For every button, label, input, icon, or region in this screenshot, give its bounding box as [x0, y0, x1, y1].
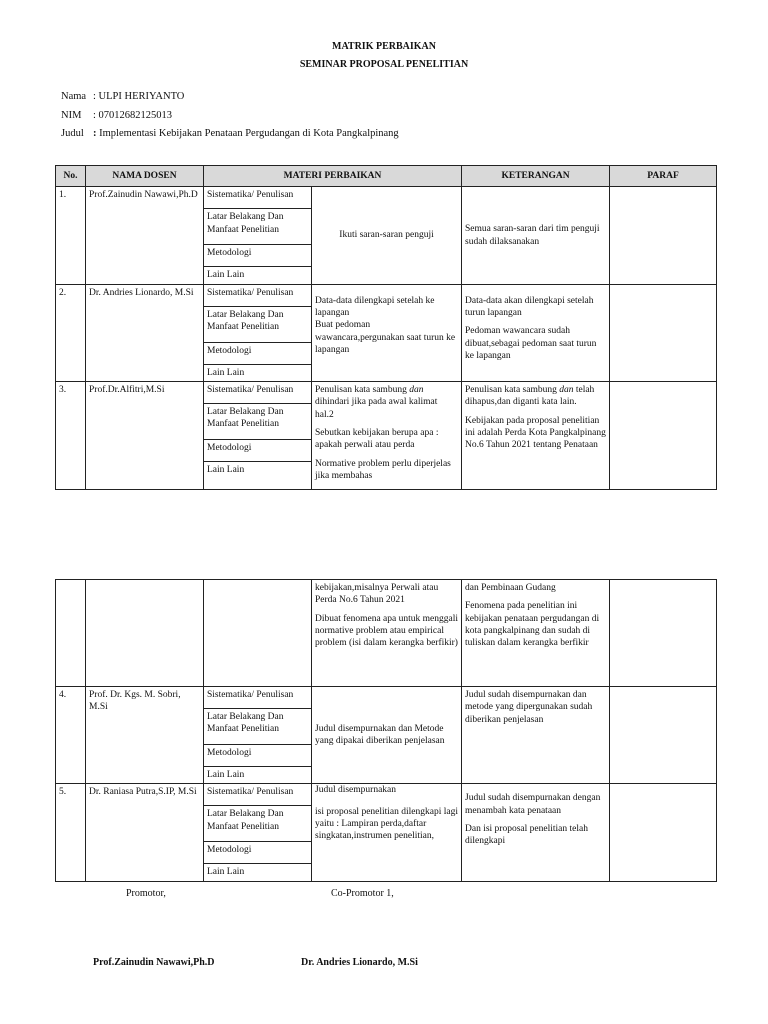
- materi-italic-word: dan: [409, 385, 424, 396]
- header-paraf: PARAF: [610, 166, 717, 187]
- category-list: [204, 784, 312, 881]
- row-no: 2.: [56, 284, 86, 381]
- header-materi: MATERI PERBAIKAN: [204, 166, 462, 187]
- row-no: 3.: [56, 382, 86, 490]
- category-list: [204, 580, 312, 687]
- keterangan-text: Judul sudah disempurnakan dengan menambah kata penataan: [465, 793, 601, 816]
- copromotor-name: Dr. Andries Lionardo, M.Si: [301, 957, 418, 968]
- materi-text: Normative problem perlu diperjelas jika membahas: [315, 458, 451, 482]
- category-item: Lain Lain: [207, 270, 245, 281]
- header-keterangan: KETERANGAN: [462, 166, 610, 187]
- category-item: Sistematika/ Penulisan: [204, 382, 311, 404]
- keterangan-text: Data-data akan dilengkapi setelah turun lapangan: [465, 295, 594, 319]
- table-row: [56, 784, 717, 881]
- materi-text-part: Penulisan kata sambung: [315, 385, 410, 396]
- revision-matrix-table: [55, 165, 717, 490]
- row-dosen: Dr. Andries Lionardo, M.Si: [86, 284, 204, 381]
- copromotor-label: Co-Promotor 1,: [331, 888, 394, 899]
- row-materi: [312, 687, 462, 784]
- materi-text: Ikuti saran-saran penguji: [339, 230, 434, 241]
- row-keterangan: [462, 687, 610, 784]
- row-paraf: [610, 284, 717, 381]
- header-nama-dosen: NAMA DOSEN: [86, 166, 204, 187]
- keterangan-text: Fenomena pada penelitian ini kebijakan penataan pergudangan di kota pangkalpinang dan sudah di tuliskan dalam kerangka berfikir: [465, 601, 600, 649]
- row-paraf: [610, 382, 717, 490]
- category-list: [204, 284, 312, 381]
- category-item: Latar Belakang Dan Manfaat Penelitian: [204, 709, 311, 745]
- materi-text: Sebutkan kebijakan berupa apa : apakah perwali atau perda: [315, 428, 439, 451]
- keterangan-text: Pedoman wawancara sudah dibuat,sebagai pedoman saat turun ke lapangan: [465, 326, 597, 362]
- judul-colon: :: [93, 128, 97, 139]
- row-materi: [312, 382, 462, 490]
- row-dosen: Dr. Raniasa Putra,S.IP, M.Si: [86, 784, 204, 881]
- table-row: [56, 580, 717, 687]
- category-item: Latar Belakang Dan Manfaat Penelitian: [204, 307, 311, 343]
- row-keterangan: [462, 580, 610, 687]
- document-subtitle: SEMINAR PROPOSAL PENELITIAN: [299, 59, 469, 70]
- category-item: Lain Lain: [207, 867, 245, 878]
- promotor-label: Promotor,: [126, 888, 166, 899]
- category-list: [204, 687, 312, 784]
- category-list: [204, 382, 312, 490]
- row-materi: [312, 284, 462, 381]
- category-item: Sistematika/ Penulisan: [204, 285, 311, 307]
- row-dosen: Prof.Dr.Alfitri,M.Si: [86, 382, 204, 490]
- row-dosen: Prof. Dr. Kgs. M. Sobri, M.Si: [86, 687, 204, 784]
- row-no: [56, 580, 86, 687]
- keterangan-text: Dan isi proposal penelitian telah dilengkapi: [465, 824, 588, 847]
- category-item: Latar Belakang Dan Manfaat Penelitian: [204, 209, 311, 245]
- materi-text: Judul disempurnakan dan Metode yang dipakai diberikan penjelasan: [315, 723, 445, 747]
- meta-judul: [61, 127, 399, 141]
- category-item: Latar Belakang Dan Manfaat Penelitian: [204, 404, 311, 440]
- judul-value: Implementasi Kebijakan Penataan Pergudangan di Kota Pangkalpinang: [96, 128, 399, 139]
- materi-text: Dibuat fenomena apa untuk menggali normative problem atau empirical problem (isi dalam kerangka berfikir): [315, 613, 458, 649]
- table-header-row: [56, 166, 717, 187]
- revision-matrix-table-continued: [55, 579, 717, 882]
- materi-text: Data-data dilengkapi setelah ke lapangan: [315, 295, 435, 319]
- keterangan-text: Judul sudah disempurnakan dan metode yang dipergunakan sudah diberikan penjelasan: [465, 690, 593, 725]
- row-keterangan: [462, 187, 610, 284]
- nim-label: NIM: [61, 110, 82, 121]
- category-item: Sistematika/ Penulisan: [204, 187, 311, 209]
- meta-nim: [61, 109, 172, 123]
- document-title: MATRIK PERBAIKAN: [332, 41, 436, 52]
- row-keterangan: [462, 784, 610, 881]
- row-no: 5.: [56, 784, 86, 881]
- keterangan-text: [465, 384, 606, 409]
- category-item: Metodologi: [204, 343, 311, 365]
- row-paraf: [610, 187, 717, 284]
- materi-text: Buat pedoman wawancara,pergunakan saat turun ke lapangan: [315, 320, 456, 356]
- row-dosen: Prof.Zainudin Nawawi,Ph.D: [86, 187, 204, 284]
- category-item: Lain Lain: [207, 770, 245, 780]
- materi-text-part: dihindari jika pada awal kalimat hal.2: [315, 397, 438, 420]
- keterangan-text: Semua saran-saran dari tim penguji sudah dilaksanakan: [465, 224, 600, 247]
- category-item: Lain Lain: [207, 367, 245, 378]
- materi-text: kebijakan,misalnya Perwali atau Perda No.6 Tahun 2021: [315, 583, 439, 606]
- meta-nama: [61, 90, 184, 104]
- row-materi: [312, 580, 462, 687]
- promotor-name: Prof.Zainudin Nawawi,Ph.D: [93, 957, 215, 968]
- keterangan-text-part: Penulisan kata sambung: [465, 385, 560, 396]
- row-materi: [312, 187, 462, 284]
- row-paraf: [610, 784, 717, 881]
- table-row: [56, 284, 717, 381]
- header-no: No.: [56, 166, 86, 187]
- nama-value: : ULPI HERIYANTO: [93, 91, 185, 102]
- keterangan-italic-word: dan: [559, 385, 574, 396]
- materi-text: Judul disempurnakan: [315, 785, 397, 796]
- row-no: 1.: [56, 187, 86, 284]
- category-item: Sistematika/ Penulisan: [204, 784, 311, 806]
- row-materi: [312, 784, 462, 881]
- category-item: Metodologi: [204, 245, 311, 267]
- category-item: Lain Lain: [207, 465, 245, 476]
- row-no: 4.: [56, 687, 86, 784]
- materi-text: isi proposal penelitian dilengkapi lagi yaitu : Lampiran perda,daftar singkatan,instrumen penelitian,: [315, 806, 458, 842]
- category-item: Metodologi: [204, 440, 311, 462]
- category-item: Metodologi: [204, 842, 311, 864]
- category-item: Latar Belakang Dan Manfaat Penelitian: [204, 806, 311, 842]
- category-item: Sistematika/ Penulisan: [204, 687, 311, 709]
- category-list: [204, 187, 312, 284]
- nim-value: : 07012682125013: [93, 110, 173, 121]
- row-dosen: [86, 580, 204, 687]
- keterangan-text-part: telah dihapus,dan diganti kata lain.: [465, 385, 595, 408]
- category-item: Metodologi: [204, 745, 311, 767]
- row-paraf: [610, 687, 717, 784]
- table-row: [56, 687, 717, 784]
- row-keterangan: [462, 284, 610, 381]
- row-keterangan: [462, 382, 610, 490]
- table-row: [56, 187, 717, 284]
- table-row: [56, 382, 717, 490]
- nama-label: Nama: [61, 91, 87, 102]
- keterangan-text: dan Pembinaan Gudang: [465, 583, 556, 593]
- judul-label: Judul: [61, 128, 84, 139]
- materi-text: [315, 384, 458, 421]
- keterangan-text: Kebijakan pada proposal penelitian ini adalah Perda Kota Pangkalpinang No.6 Tahun 2021 tentang Penataan: [465, 415, 606, 451]
- row-paraf: [610, 580, 717, 687]
